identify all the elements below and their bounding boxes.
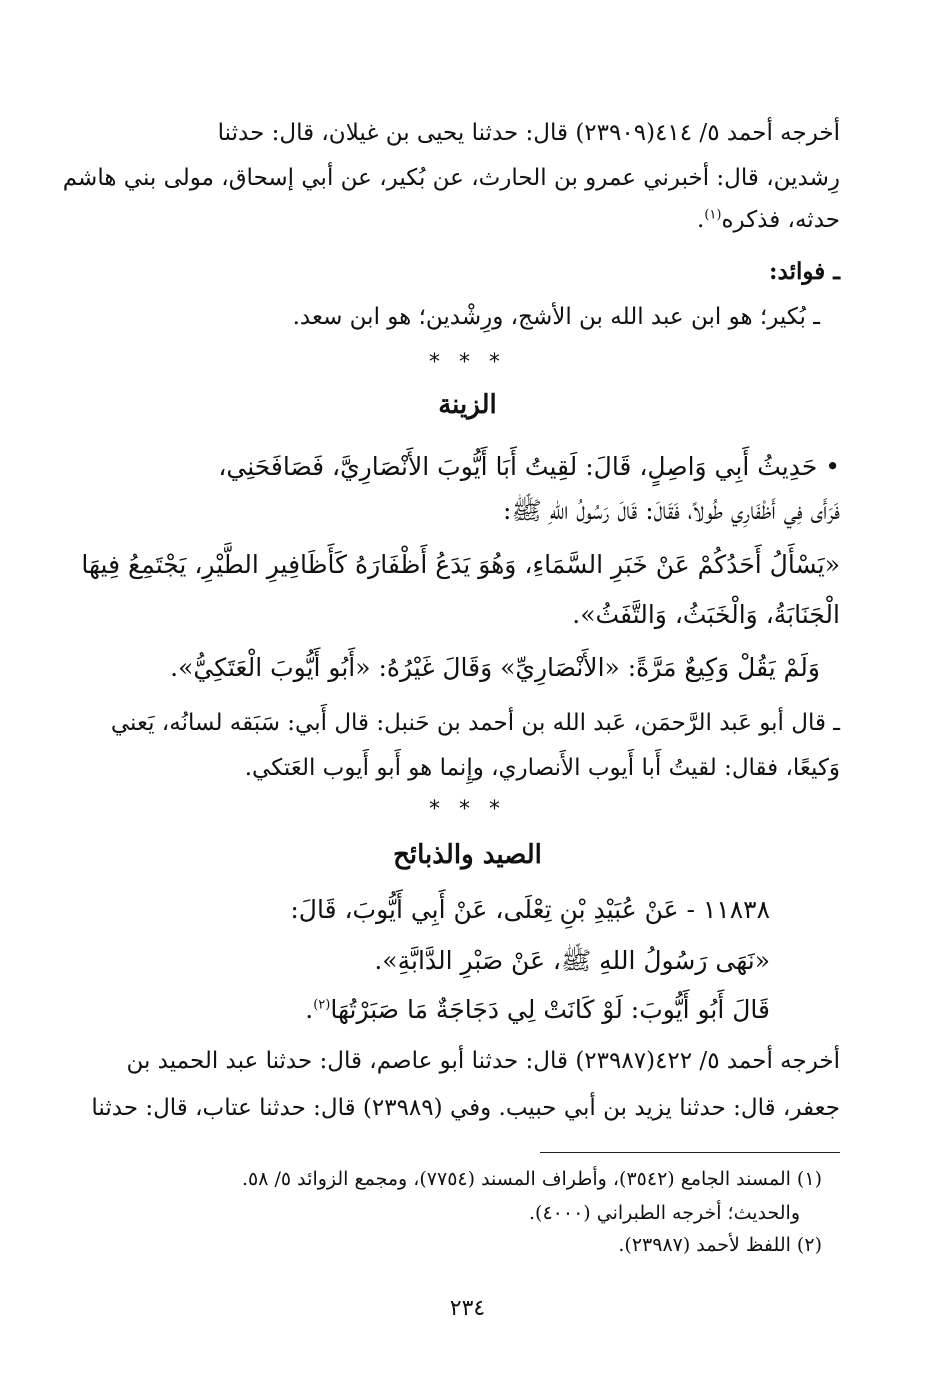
footnote-divider [540,1152,840,1153]
footnote-2: (٢) اللفظ لأحمد (٢٣٩٨٧). [618,1234,822,1256]
sayd-hadith-line-1: ١١٨٣٨ - عَنْ عُبَيْدِ بْنِ تِعْلَى، عَنْ أَبِي أَيُّوبَ، قَالَ: [290,895,770,924]
sayd-hadith-line-2: «نَهَى رَسُولُ اللهِ ﷺ، عَنْ صَبْرِ الدَّابَّةِ». [374,946,770,975]
intro-line-3-text: حدثه، فذكره [721,207,840,233]
intro-line-1: أخرجه أحمد ٥/ ٤١٤(٢٣٩٠٩) قال: حدثنا يحيى بن غيلان، قال: حدثنا [217,120,840,146]
footnote-ref-2: (٢) [313,997,331,1013]
intro-period: . [697,207,705,233]
sayd-takhrij-line-2: جعفر، قال: حدثنا يزيد بن أبي حبيب. وفي (٢٣٩٨٩) قال: حدثنا عتاب، قال: حدثنا [91,1095,840,1121]
zeena-hadith-line-4: الْجَنَابَةُ، وَالْخَبَثُ، وَالتَّفَثُ». [572,600,840,629]
section-title-zeena: الزينة [438,390,497,420]
fawaid-text: ـ بُكير؛ هو ابن عبد الله بن الأشج، ورِشْدين؛ هو ابن سعد. [292,304,820,330]
footnote-1-cont: والحديث؛ أخرجه الطبراني (٤٠٠٠). [529,1202,800,1224]
intro-line-3 [697,207,840,233]
page-number: ٢٣٤ [449,1296,486,1321]
separator-stars-2: * * * [429,797,506,822]
fawaid-label: ـ فوائد: [769,258,840,285]
zeena-comment-line-1: ـ قال أبو عَبد الرَّحمَن، عَبد الله بن أحمد بن حَنبل: قال أَبي: سَبَقه لسانُه، يَعني [110,710,840,736]
zeena-hadith-line-1: • حَدِيثُ أَبِي وَاصِلٍ، قَالَ: لَقِيتُ أَبَا أَيُّوبَ الأَنْصَارِيَّ، فَصَافَحَنِي، [218,452,840,481]
zeena-comment-line-2: وَكيعًا، فقال: لقيتُ أَبا أَيوب الأَنصاري، وإِنما هو أَبو أَيوب العَتكي. [244,755,840,781]
footnote-1: (١) المسند الجامع (٣٥٤٢)، وأطراف المسند (٧٧٥٤)، ومجمع الزوائد ٥/ ٥٨. [242,1168,822,1190]
separator-stars-1: * * * [429,350,506,375]
sayd-hadith-line-3-text: قَالَ أَبُو أَيُّوبَ: لَوْ كَانَتْ لِي دَجَاجَةٌ مَا صَبَرْتُهَا [330,995,770,1024]
sayd-hadith-line-3 [305,995,770,1024]
zeena-hadith-line-5: وَلَمْ يَقُلْ وَكِيعٌ مَرَّةً: «الأَنْصَارِيِّ» وَقَالَ غَيْرُهُ: «أَبُو أَيُّوبَ الْعَتَكِيُّ». [170,653,820,682]
zeena-hadith-line-3: «يَسْأَلُ أَحَدُكُمْ عَنْ خَبَرِ السَّمَاءِ، وَهُوَ يَدَعُ أَظْفَارَهُ كَأَظَافِيرِ الطَّيْرِ، يَجْتَمِعُ فِيهَا [81,550,840,579]
sayd-takhrij-line-1: أخرجه أحمد ٥/ ٤٢٢(٢٣٩٨٧) قال: حدثنا أبو عاصم، قال: حدثنا عبد الحميد بن [126,1048,840,1074]
zeena-hadith-line-2: فَرَأَى فِي أَظْفَارِي طُولاً، فَقَالَ: قَالَ رَسُولُ اللهِ ﷺ: [503,496,840,525]
footnote-ref-1: (١) [704,207,722,223]
section-title-sayd: الصيد والذبائح [393,840,542,870]
intro-line-2: رِشدين، قال: أخبرني عمرو بن الحارث، عن بُكير، عن أبي إسحاق، مولى بني هاشم [62,165,840,191]
sayd-period: . [305,995,314,1024]
